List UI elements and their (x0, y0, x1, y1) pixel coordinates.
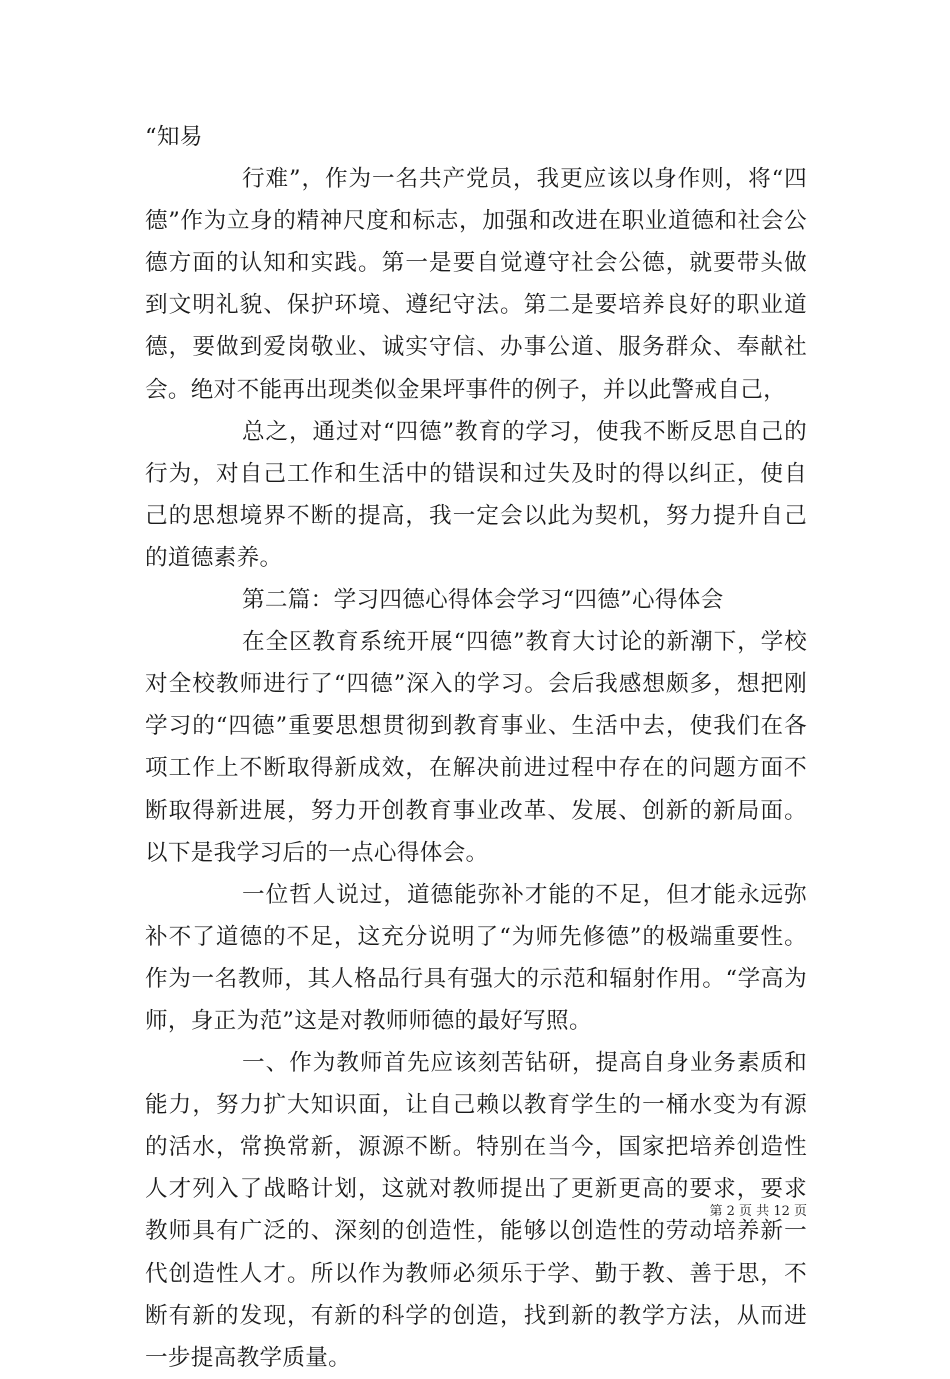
section-heading-part-two: 第二篇：学习四德心得体会学习“四德”心得体会 (242, 587, 724, 614)
paragraph-teacher-morality: 一位哲人说过，道德能弥补才能的不足，但才能永远弥补不了道德的不足，这充分说明了“为师先修德”的极端重要性。作为一名教师，其人格品行具有强大的示范和辐射作用。“学高为师，身正为范”这是对教师师德的最好写照。 (145, 881, 807, 1034)
paragraph-conclusion: 总之，通过对“四德”教育的学习，使我不断反思自己的行为，对自己工作和生活中的错误和过失及时的得以纠正，使自己的思想境界不断的提高，我一定会以此为契机，努力提升自己的道德素养。 (145, 418, 807, 571)
page-number-footer: 第 2 页 共 12 页 (709, 1204, 807, 1219)
document-body (145, 116, 807, 1379)
paragraph-point-one: 一、作为教师首先应该刻苦钻研，提高自身业务素质和能力，努力扩大知识面，让自己赖以教育学生的一桶水变为有源的活水，常换常新，源源不断。特别在当今，国家把培养创造性人才列入了战略计划，这就对教师提出了更新更高的要求，要求教师具有广泛的、深刻的创造性，能够以创造性的劳动培养新一代创造性人才。所以作为教师必须乐于学、勤于教、善于思，不断有新的发现，有新的科学的创造，找到新的教学方法，从而进一步提高教学质量。 (145, 1050, 807, 1371)
paragraph-introduction: 在全区教育系统开展“四德”教育大讨论的新潮下，学校对全校教师进行了“四德”深入的学习。会后我感想颇多，想把刚学习的“四德”重要思想贯彻到教育事业、生活中去，使我们在各项工作上不断取得新成效，在解决前进过程中存在的问题方面不断取得新进展，努力开创教育事业改革、发展、创新的新局面。以下是我学习后的一点心得体会。 (145, 629, 807, 866)
paragraph-party-member-duty: 行难”，作为一名共产党员，我更应该以身作则，将“四德”作为立身的精神尺度和标志，加强和改进在职业道德和社会公德方面的认知和实践。第一是要自觉遵守社会公德，就要带头做到文明礼貌、保护环境、遵纪守法。第二是要培养良好的职业道德，要做到爱岗敬业、诚实守信、办事公道、服务群众、奉献社会。绝对不能再出现类似金果坪事件的例子，并以此警戒自己， (145, 166, 807, 403)
paragraph-opening-fragment: “知易 (145, 124, 203, 150)
